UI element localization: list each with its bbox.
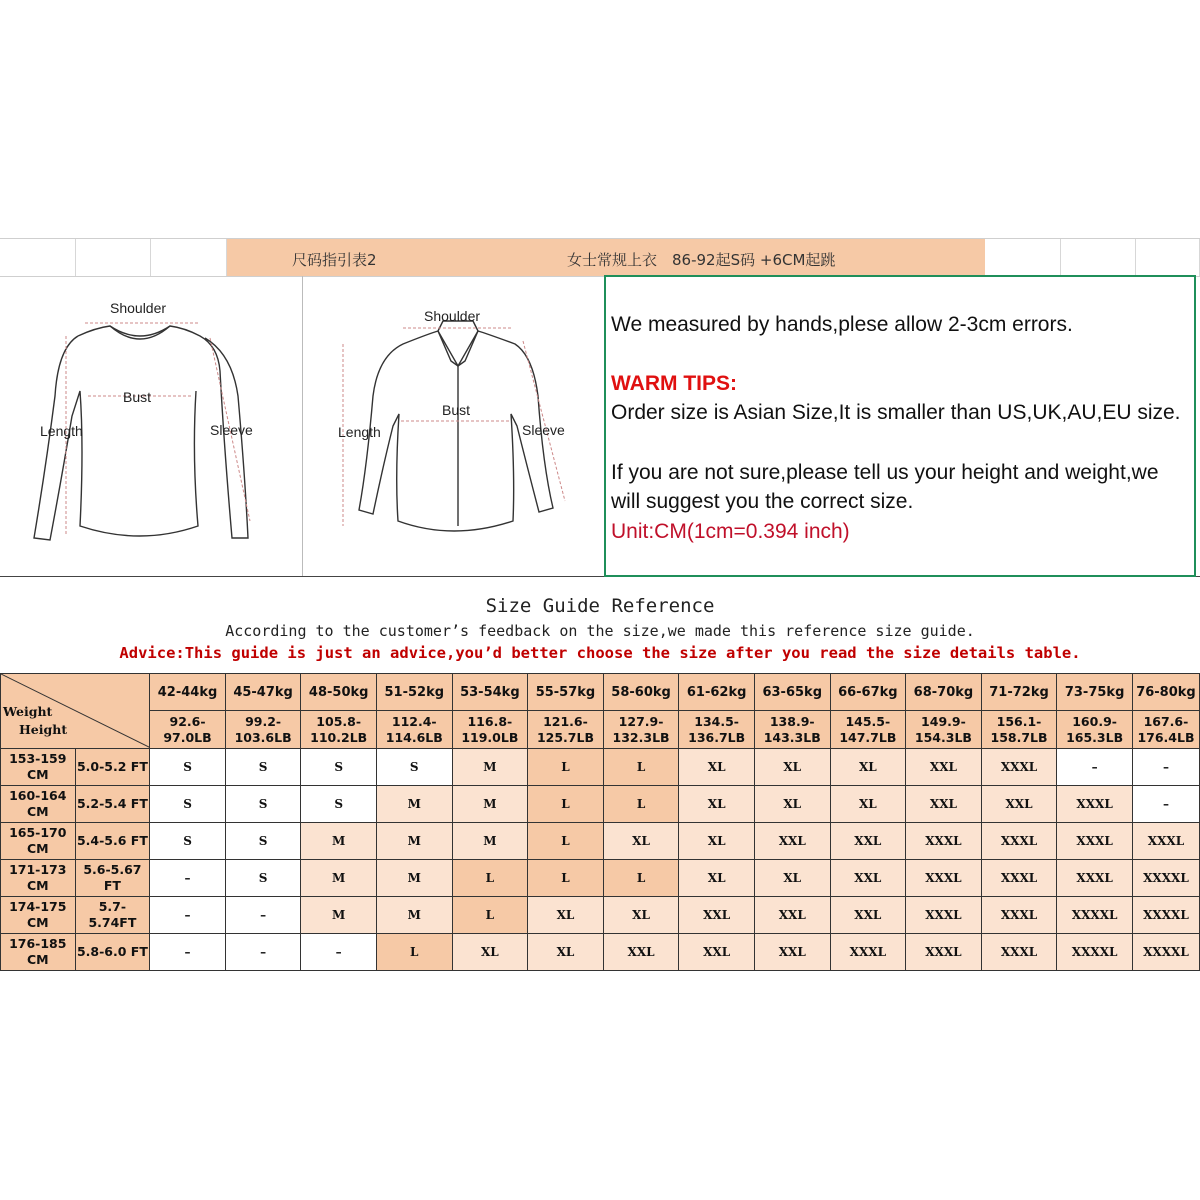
weight-kg-cell: 53-54kg bbox=[452, 674, 528, 711]
size-cell: – bbox=[150, 934, 226, 971]
size-table bbox=[0, 673, 1200, 971]
weight-lb-cell: 160.9- 165.3LB bbox=[1057, 711, 1133, 749]
size-cell: – bbox=[301, 934, 377, 971]
size-cell: XL bbox=[754, 749, 830, 786]
size-cell: XXXL bbox=[906, 860, 982, 897]
size-cell: L bbox=[528, 786, 604, 823]
header-right-title: 女士常规上衣 86-92起S码 +6CM起跳 bbox=[567, 251, 836, 269]
size-cell: S bbox=[225, 823, 301, 860]
size-cell: XXL bbox=[830, 823, 906, 860]
size-cell: XL bbox=[603, 897, 679, 934]
tips-unit: Unit:CM(1cm=0.394 inch) bbox=[611, 520, 850, 543]
size-cell: S bbox=[225, 786, 301, 823]
weight-kg-cell: 68-70kg bbox=[906, 674, 982, 711]
size-cell: XXXXL bbox=[1132, 934, 1199, 971]
size-cell: XL bbox=[830, 786, 906, 823]
size-cell: M bbox=[301, 897, 377, 934]
size-cell: L bbox=[528, 860, 604, 897]
tshirt-diagram bbox=[0, 276, 303, 576]
weight-lb-cell: 138.9- 143.3LB bbox=[754, 711, 830, 749]
height-cm-cell: 160-164 CM bbox=[1, 786, 76, 823]
size-cell: XXL bbox=[679, 897, 755, 934]
sleeve-label: Sleeve bbox=[210, 422, 253, 438]
height-ft-cell: 5.0-5.2 FT bbox=[75, 749, 150, 786]
header-cell bbox=[0, 239, 76, 276]
weight-kg-cell: 76-80kg bbox=[1132, 674, 1199, 711]
size-cell: XL bbox=[754, 860, 830, 897]
size-cell: L bbox=[528, 823, 604, 860]
weight-lb-cell: 145.5- 147.7LB bbox=[830, 711, 906, 749]
size-cell: XXL bbox=[679, 934, 755, 971]
header-cell bbox=[151, 239, 227, 276]
size-cell: M bbox=[376, 786, 452, 823]
weight-lb-row bbox=[1, 711, 1200, 749]
tips-box bbox=[604, 275, 1196, 577]
height-cm-cell: 171-173 CM bbox=[1, 860, 76, 897]
size-cell: – bbox=[225, 897, 301, 934]
size-cell: XL bbox=[679, 749, 755, 786]
weight-lb-cell: 156.1- 158.7LB bbox=[981, 711, 1057, 749]
size-cell: M bbox=[452, 786, 528, 823]
weight-lb-cell: 116.8- 119.0LB bbox=[452, 711, 528, 749]
size-cell: XXXXL bbox=[1057, 934, 1133, 971]
size-cell: XXL bbox=[981, 786, 1057, 823]
size-cell: XL bbox=[603, 823, 679, 860]
header-cell bbox=[985, 239, 1061, 276]
size-cell: S bbox=[301, 749, 377, 786]
tips-measure-note: We measured by hands,plese allow 2-3cm errors. bbox=[611, 313, 1073, 336]
size-cell: XXL bbox=[754, 823, 830, 860]
size-cell: XXXL bbox=[1132, 823, 1199, 860]
size-cell: L bbox=[452, 860, 528, 897]
size-cell: XL bbox=[679, 823, 755, 860]
size-cell: XXXL bbox=[906, 823, 982, 860]
shirt-diagram bbox=[303, 276, 603, 576]
size-cell: L bbox=[376, 934, 452, 971]
weight-lb-cell: 105.8- 110.2LB bbox=[301, 711, 377, 749]
size-cell: XXL bbox=[830, 897, 906, 934]
weight-lb-cell: 127.9- 132.3LB bbox=[603, 711, 679, 749]
size-cell: XL bbox=[830, 749, 906, 786]
size-cell: XL bbox=[679, 860, 755, 897]
header-strip bbox=[0, 238, 1200, 277]
weight-lb-cell: 121.6- 125.7LB bbox=[528, 711, 604, 749]
size-cell: M bbox=[376, 897, 452, 934]
guide-title: Size Guide Reference bbox=[485, 595, 715, 617]
size-cell: XXXL bbox=[906, 897, 982, 934]
corner-weight-label: Weight bbox=[3, 704, 53, 719]
weight-kg-cell: 71-72kg bbox=[981, 674, 1057, 711]
size-row bbox=[1, 786, 1200, 823]
size-cell: M bbox=[301, 823, 377, 860]
height-cm-cell: 174-175 CM bbox=[1, 897, 76, 934]
size-cell: M bbox=[452, 823, 528, 860]
height-cm-cell: 153-159 CM bbox=[1, 749, 76, 786]
height-ft-cell: 5.7- 5.74FT bbox=[75, 897, 150, 934]
size-cell: XXXL bbox=[1057, 786, 1133, 823]
size-cell: M bbox=[301, 860, 377, 897]
size-cell: S bbox=[150, 823, 226, 860]
size-cell: XXXXL bbox=[1132, 860, 1199, 897]
size-cell: XXL bbox=[906, 749, 982, 786]
weight-lb-cell: 149.9- 154.3LB bbox=[906, 711, 982, 749]
guide-advice: Advice:This guide is just an advice,you’d better choose the size after you read the size details table. bbox=[119, 644, 1081, 662]
length-label: Length bbox=[40, 423, 83, 439]
warm-tips-title: WARM TIPS: bbox=[611, 372, 737, 395]
size-cell: – bbox=[1057, 749, 1133, 786]
length-label: Length bbox=[338, 424, 381, 440]
size-row bbox=[1, 749, 1200, 786]
weight-lb-cell: 92.6- 97.0LB bbox=[150, 711, 226, 749]
size-cell: S bbox=[376, 749, 452, 786]
weight-kg-cell: 73-75kg bbox=[1057, 674, 1133, 711]
size-cell: – bbox=[150, 897, 226, 934]
header-cell bbox=[1061, 239, 1136, 276]
size-cell: XXXL bbox=[981, 860, 1057, 897]
size-cell: XXXL bbox=[906, 934, 982, 971]
guide-subtitle: According to the customer’s feedback on the size,we made this reference size guide. bbox=[225, 622, 975, 640]
size-cell: XXXL bbox=[1057, 823, 1133, 860]
size-cell: XXXL bbox=[1057, 860, 1133, 897]
size-cell: S bbox=[150, 786, 226, 823]
size-row bbox=[1, 860, 1200, 897]
tips-height-weight-note: If you are not sure,please tell us your height and weight,we bbox=[611, 461, 1159, 484]
size-cell: XXL bbox=[906, 786, 982, 823]
size-cell: XXL bbox=[754, 934, 830, 971]
bust-label: Bust bbox=[123, 389, 152, 405]
size-cell: XXXXL bbox=[1057, 897, 1133, 934]
weight-kg-cell: 48-50kg bbox=[301, 674, 377, 711]
header-cell bbox=[76, 239, 151, 276]
size-cell: L bbox=[452, 897, 528, 934]
size-cell: XXL bbox=[754, 897, 830, 934]
size-row bbox=[1, 934, 1200, 971]
size-cell: XXXL bbox=[830, 934, 906, 971]
size-cell: XXL bbox=[603, 934, 679, 971]
height-ft-cell: 5.4-5.6 FT bbox=[75, 823, 150, 860]
header-left-title: 尺码指引表2 bbox=[292, 251, 377, 269]
size-cell: M bbox=[376, 860, 452, 897]
weight-lb-cell: 112.4- 114.6LB bbox=[376, 711, 452, 749]
size-cell: XL bbox=[754, 786, 830, 823]
size-cell: L bbox=[603, 749, 679, 786]
weight-kg-cell: 58-60kg bbox=[603, 674, 679, 711]
weight-kg-row bbox=[1, 674, 1200, 711]
weight-kg-cell: 63-65kg bbox=[754, 674, 830, 711]
height-ft-cell: 5.6-5.67 FT bbox=[75, 860, 150, 897]
size-cell: XXXL bbox=[981, 749, 1057, 786]
size-row bbox=[1, 823, 1200, 860]
weight-lb-cell: 167.6- 176.4LB bbox=[1132, 711, 1199, 749]
size-cell: XL bbox=[679, 786, 755, 823]
size-cell: – bbox=[1132, 786, 1199, 823]
weight-kg-cell: 42-44kg bbox=[150, 674, 226, 711]
size-cell: L bbox=[603, 860, 679, 897]
size-cell: XXXL bbox=[981, 823, 1057, 860]
bust-label: Bust bbox=[442, 402, 471, 418]
weight-lb-cell: 99.2- 103.6LB bbox=[225, 711, 301, 749]
corner-weight-height bbox=[1, 674, 150, 749]
shoulder-label: Shoulder bbox=[424, 308, 481, 324]
tips-suggest-note: will suggest you the correct size. bbox=[611, 490, 914, 513]
size-cell: S bbox=[150, 749, 226, 786]
tips-asian-size-note: Order size is Asian Size,It is smaller than US,UK,AU,EU size. bbox=[611, 401, 1181, 424]
size-cell: XXL bbox=[830, 860, 906, 897]
size-cell: – bbox=[225, 934, 301, 971]
weight-kg-cell: 66-67kg bbox=[830, 674, 906, 711]
size-cell: XXXL bbox=[981, 934, 1057, 971]
size-cell: S bbox=[225, 860, 301, 897]
size-cell: M bbox=[452, 749, 528, 786]
weight-kg-cell: 51-52kg bbox=[376, 674, 452, 711]
corner-height-label: Height bbox=[19, 722, 68, 737]
size-cell: L bbox=[528, 749, 604, 786]
size-cell: XL bbox=[452, 934, 528, 971]
size-cell: XXXXL bbox=[1132, 897, 1199, 934]
size-cell: L bbox=[603, 786, 679, 823]
size-cell: XL bbox=[528, 934, 604, 971]
size-cell: S bbox=[301, 786, 377, 823]
size-row bbox=[1, 897, 1200, 934]
header-cell bbox=[1136, 239, 1200, 276]
height-ft-cell: 5.2-5.4 FT bbox=[75, 786, 150, 823]
size-cell: M bbox=[376, 823, 452, 860]
size-cell: XXXL bbox=[981, 897, 1057, 934]
shoulder-label: Shoulder bbox=[110, 300, 167, 316]
sleeve-label: Sleeve bbox=[522, 422, 565, 438]
height-cm-cell: 176-185 CM bbox=[1, 934, 76, 971]
size-cell: S bbox=[225, 749, 301, 786]
weight-kg-cell: 55-57kg bbox=[528, 674, 604, 711]
height-ft-cell: 5.8-6.0 FT bbox=[75, 934, 150, 971]
size-cell: – bbox=[150, 860, 226, 897]
weight-lb-cell: 134.5- 136.7LB bbox=[679, 711, 755, 749]
weight-kg-cell: 61-62kg bbox=[679, 674, 755, 711]
size-cell: – bbox=[1132, 749, 1199, 786]
height-cm-cell: 165-170 CM bbox=[1, 823, 76, 860]
weight-kg-cell: 45-47kg bbox=[225, 674, 301, 711]
size-cell: XL bbox=[528, 897, 604, 934]
